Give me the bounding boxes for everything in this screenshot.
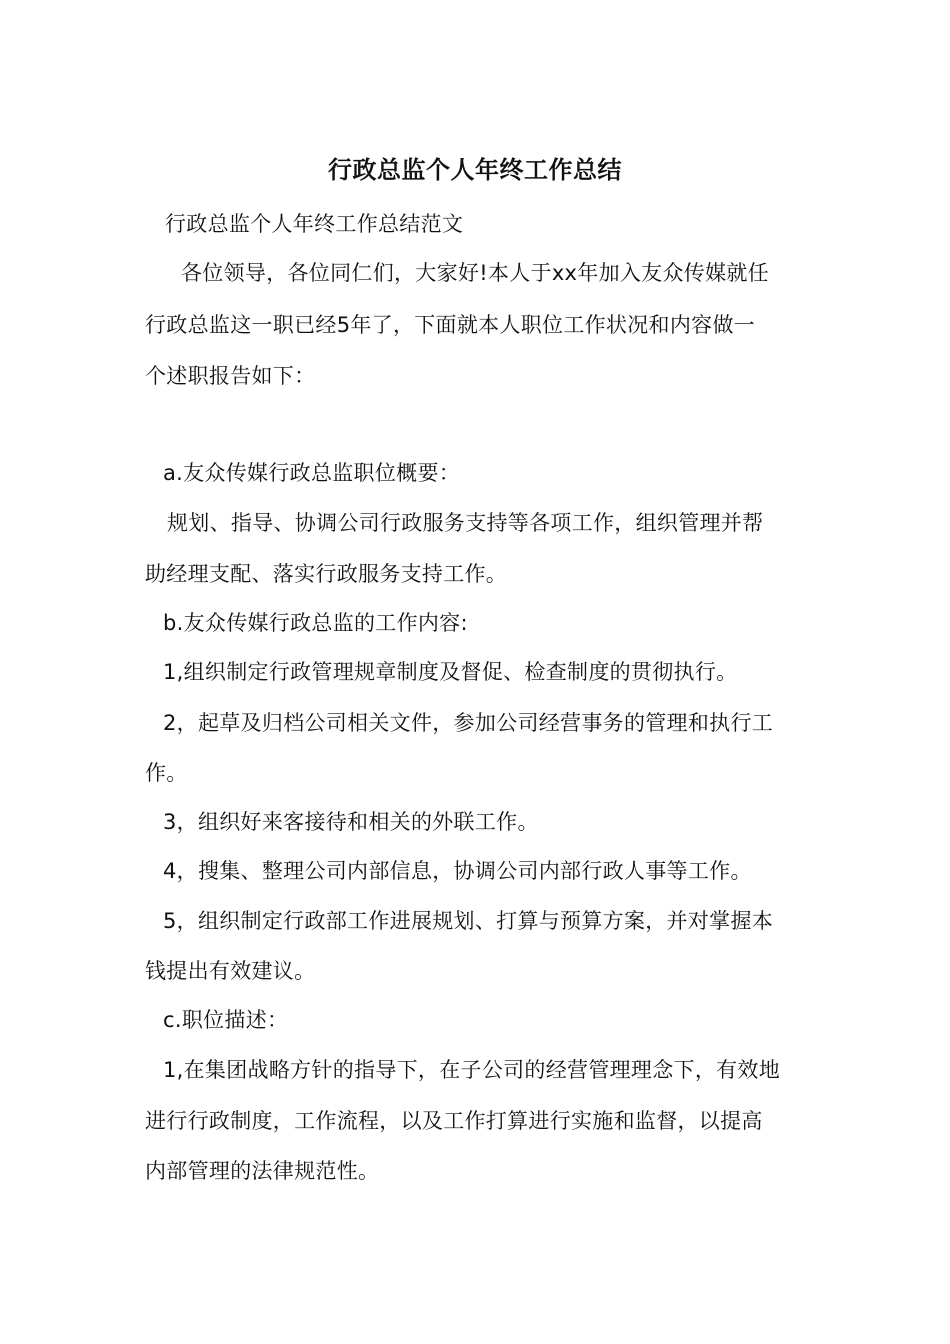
list-item: 2，起草及归档公司相关文件，参加公司经营事务的管理和执行工 bbox=[163, 711, 774, 735]
paragraph-line: 个述职报告如下： bbox=[145, 364, 316, 388]
section-heading: a.友众传媒行政总监职位概要： bbox=[163, 461, 461, 485]
paragraph-line: 助经理支配、落实行政服务支持工作。 bbox=[145, 562, 508, 586]
paragraph-line: 规划、指导、协调公司行政服务支持等各项工作，组织管理并帮 bbox=[167, 511, 764, 535]
section-heading: b.友众传媒行政总监的工作内容: bbox=[163, 611, 468, 635]
list-item-continuation: 进行行政制度，工作流程，以及工作打算进行实施和监督，以提高 bbox=[145, 1109, 763, 1133]
list-item: 4，搜集、整理公司内部信息，协调公司内部行政人事等工作。 bbox=[163, 859, 752, 883]
subtitle-line: 行政总监个人年终工作总结范文 bbox=[165, 212, 464, 236]
list-item-continuation: 作。 bbox=[145, 761, 188, 785]
list-item: 3，组织好来客接待和相关的外联工作。 bbox=[163, 810, 539, 834]
document-title: 行政总监个人年终工作总结 bbox=[328, 156, 622, 184]
list-item: 5，组织制定行政部工作进展规划、打算与预算方案，并对掌握本 bbox=[163, 909, 774, 933]
list-item-continuation: 钱提出有效建议。 bbox=[145, 959, 316, 983]
paragraph-line: 各位领导，各位同仁们，大家好!本人于xx年加入友众传媒就任 bbox=[181, 261, 769, 285]
list-item: 1,组织制定行政管理规章制度及督促、检查制度的贯彻执行。 bbox=[163, 660, 738, 684]
list-item-continuation: 内部管理的法律规范性。 bbox=[145, 1159, 380, 1183]
section-heading: c.职位描述： bbox=[163, 1008, 289, 1032]
list-item: 1,在集团战略方针的指导下，在子公司的经营管理理念下，有效地 bbox=[163, 1058, 781, 1082]
paragraph-line: 行政总监这一职已经5年了，下面就本人职位工作状况和内容做一 bbox=[145, 313, 756, 337]
